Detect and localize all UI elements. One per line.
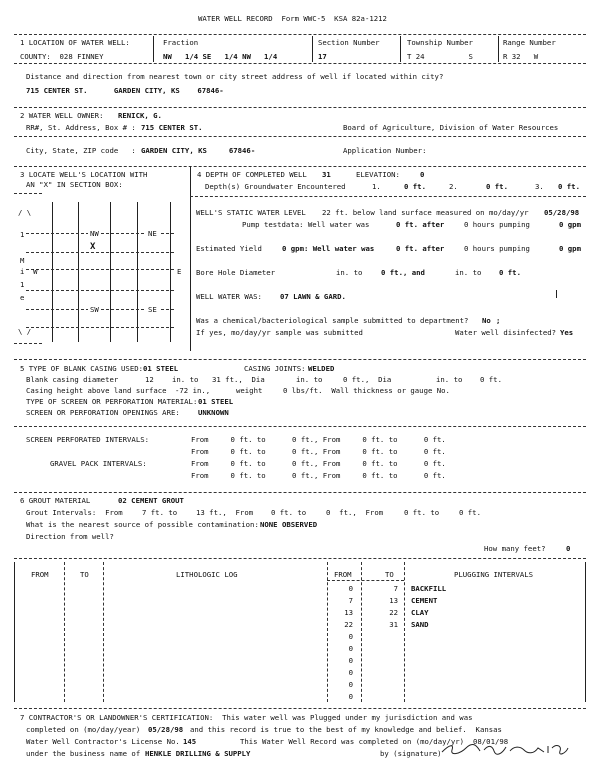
contamination-value: NONE OBSERVED (260, 520, 318, 529)
signature-label: by (signature) (380, 749, 442, 758)
table-line (327, 580, 404, 581)
plug-to-cell: 13 (389, 596, 398, 605)
gw-2-label: 2. (449, 182, 458, 191)
plug-to-header: TO (385, 570, 394, 579)
table-line (14, 562, 15, 702)
divider (14, 193, 42, 194)
grid-line (78, 202, 79, 342)
plug-from-header: FROM (334, 570, 352, 579)
compass-top: / \ (18, 208, 32, 217)
form-title: WATER WELL RECORD Form WWC-5 KSA 82a-1212 (198, 14, 387, 23)
divider (14, 708, 586, 709)
interval-row: From 0 ft. to 0 ft., From 0 ft. to 0 ft. (191, 471, 446, 480)
divider (14, 492, 586, 493)
grout-intervals-label: Grout Intervals: From (26, 508, 123, 517)
locate-well-label-2: AN "X" IN SECTION BOX: (26, 180, 123, 189)
divider (498, 36, 499, 62)
sw-label: SW (90, 305, 99, 314)
how-many-feet-label: How many feet? (484, 544, 546, 553)
casing-height-value: -72 in., (175, 386, 211, 395)
plugging-intervals-header: PLUGGING INTERVALS (454, 570, 534, 579)
gw-1-value: 0 ft. (404, 182, 426, 191)
certification-line-2-label: completed on (mo/day/year) (26, 725, 141, 734)
depth-label: 4 DEPTH OF COMPLETED WELL (197, 170, 307, 179)
plug-from-cell: 0 (348, 644, 353, 653)
table-line (327, 562, 328, 702)
divider (14, 166, 586, 167)
divider (14, 34, 586, 35)
plug-from-cell: 0 (348, 584, 353, 593)
well-location-mark: X (90, 242, 96, 252)
estimated-yield-ft: 0 ft. after (396, 244, 445, 253)
gw-2-value: 0 ft. (486, 182, 508, 191)
log-to-header: TO (80, 570, 89, 579)
sample-date-label: If yes, mo/day/yr sample was submitted (196, 328, 363, 337)
casing-height-label: Casing height above land surface (26, 386, 167, 395)
table-line (404, 562, 405, 702)
address-label: RR#, St. Address, Box # : (26, 123, 136, 132)
casing-type-value: 01 STEEL (143, 364, 179, 373)
city-label: City, State, ZIP code : (26, 146, 136, 155)
estimated-yield-gpm: 0 gpm (559, 244, 581, 253)
casing-weight-label: weight (236, 386, 263, 395)
gw-3-value: 0 ft. (558, 182, 580, 191)
openings-label: SCREEN OR PERFORATION OPENINGS ARE: (26, 408, 180, 417)
nw-label: NW (90, 229, 99, 238)
interval-row: From 0 ft. to 0 ft., From 0 ft. to 0 ft. (191, 459, 446, 468)
disinfected-label: Water well disinfected? (455, 328, 557, 337)
static-level-date: 05/28/98 (544, 208, 580, 217)
address-value: 715 CENTER ST. (141, 123, 203, 132)
completed-date: 05/28/98 (148, 725, 184, 734)
grout-from-3: 0 ft. to (404, 508, 440, 517)
table-line (585, 562, 586, 702)
estimated-yield-hours: 0 hours pumping (464, 244, 530, 253)
how-many-feet-value: 0 (566, 544, 571, 553)
board-text: Board of Agriculture, Division of Water Resources (343, 123, 559, 132)
table-line (103, 562, 104, 702)
divider (400, 36, 401, 62)
plug-from-cell: 0 (348, 632, 353, 641)
grout-material-label: 6 GROUT MATERIAL (20, 496, 91, 505)
plug-from-cell: 0 (348, 680, 353, 689)
casing-type-label: 5 TYPE OF BLANK CASING USED: (20, 364, 144, 373)
direction-label: Direction from well? (26, 532, 114, 541)
bore-in-1: in. to (336, 268, 363, 277)
pump-test-ft: 0 ft. after (396, 220, 445, 229)
disinfected-value: Yes (560, 328, 574, 337)
estimated-yield-value: 0 gpm: Well water was (282, 244, 375, 253)
plug-from-cell: 0 (348, 656, 353, 665)
township-number-value: T 24 S (407, 52, 473, 61)
plug-to-cell: 7 (393, 584, 398, 593)
casing-joints-value: WELDED (308, 364, 335, 373)
gw-1-label: 1. (372, 182, 381, 191)
plug-desc-cell: CLAY (411, 608, 429, 617)
pump-test-hours: 0 hours pumping (464, 220, 530, 229)
grid-line (170, 202, 171, 342)
casing-diameter-value: 12 (145, 375, 154, 384)
perforated-intervals-label: SCREEN PERFORATED INTERVALS: (26, 435, 150, 444)
range-number-label: Range Number (503, 38, 556, 47)
distance-value: 715 CENTER ST. GARDEN CITY, KS 67846- (26, 86, 224, 95)
water-use-label: WELL WATER WAS: (196, 292, 262, 301)
casing-dia2-to: in. to (296, 375, 323, 384)
application-number-label: Application Number: (343, 146, 427, 155)
business-name-value: HENKLE DRILLING & SUPPLY (145, 749, 251, 758)
divider (14, 136, 586, 137)
township-number-label: Township Number (407, 38, 473, 47)
section-number-label: Section Number (318, 38, 380, 47)
chemical-sample-value: No (482, 316, 491, 325)
section-number-value: 17 (318, 52, 327, 61)
interval-row: From 0 ft. to 0 ft., From 0 ft. to 0 ft. (191, 447, 446, 456)
casing-dia2-ft: 0 ft., Dia (343, 375, 392, 384)
grid-line (110, 202, 111, 342)
bore-in-2: in. to (455, 268, 482, 277)
locate-well-label: 3 LOCATE WELL'S LOCATION WITH (20, 170, 148, 179)
elevation-value: 0 (420, 170, 425, 179)
gw-3-label: 3. (535, 182, 544, 191)
static-level-value: 22 ft. below land surface measured on mo/day/yr (322, 208, 529, 217)
side-letter: M (20, 256, 25, 265)
casing-diameter-to: in. to (172, 375, 199, 384)
record-completed-value: 08/01/98 (473, 737, 509, 746)
grid-line (52, 202, 53, 342)
grout-from-2: 0 ft. to (271, 508, 307, 517)
side-letter: 1 (20, 280, 25, 289)
ne-label: NE (148, 229, 157, 238)
plug-to-cell: 22 (389, 608, 398, 617)
plug-from-cell: 0 (348, 692, 353, 701)
certification-line-1: 7 CONTRACTOR'S OR LANDOWNER'S CERTIFICATION: This water well was Plugged under my jurisdiction and was (20, 713, 473, 722)
plug-from-cell: 7 (348, 596, 353, 605)
divider (14, 107, 586, 108)
plug-from-cell: 0 (348, 668, 353, 677)
openings-value: UNKNOWN (198, 408, 229, 417)
certification-line-2-text: and this record is true to the best of my knowledge and belief. Kansas (190, 725, 502, 734)
grid-line (26, 290, 174, 291)
record-completed-label: This Water Well Record was completed on (mo/day/yr) (240, 737, 465, 746)
divider (556, 290, 557, 298)
divider (14, 426, 586, 427)
table-line (64, 562, 65, 702)
grout-to-1: 13 ft., From (196, 508, 254, 517)
range-number-value: R 32 W (503, 52, 539, 61)
plug-desc-cell: SAND (411, 620, 429, 629)
east-label: E (177, 267, 182, 276)
casing-dia3-to: in. to (436, 375, 463, 384)
lithologic-log-header: LITHOLOGIC LOG (176, 570, 238, 579)
depth-value: 31 (322, 170, 331, 179)
casing-dia3-ft: 0 ft. (480, 375, 502, 384)
license-value: 145 (183, 737, 197, 746)
plug-to-cell: 31 (389, 620, 398, 629)
table-line (361, 562, 362, 702)
side-letter: i W (20, 267, 38, 276)
gravel-pack-label: GRAVEL PACK INTERVALS: (50, 459, 147, 468)
bore-ft-1: 0 ft., and (381, 268, 425, 277)
city-value: GARDEN CITY, KS 67846- (141, 146, 256, 155)
divider (14, 558, 586, 559)
grid-line (26, 252, 174, 253)
chemical-sample-label: Was a chemical/bacteriological sample submitted to department? (196, 316, 469, 325)
owner-label: 2 WATER WELL OWNER: (20, 111, 104, 120)
plug-from-cell: 13 (344, 608, 353, 617)
bore-ft-2: 0 ft. (499, 268, 521, 277)
casing-weight-value: 0 lbs/ft. Wall thickness or gauge No. (283, 386, 450, 395)
screen-type-value: 01 STEEL (198, 397, 234, 406)
plug-from-cell: 22 (344, 620, 353, 629)
divider (153, 36, 154, 62)
interval-row: From 0 ft. to 0 ft., From 0 ft. to 0 ft. (191, 435, 446, 444)
plug-desc-cell: CEMENT (411, 596, 438, 605)
grout-to-2: 0 ft., From (326, 508, 384, 517)
bore-hole-label: Bore Hole Diameter (196, 268, 276, 277)
grid-line (26, 327, 174, 328)
divider (190, 166, 191, 351)
side-letter: 1 (20, 230, 25, 239)
casing-joints-label: CASING JOINTS: (244, 364, 306, 373)
county-field: COUNTY: 028 FINNEY (20, 52, 104, 61)
license-label: Water Well Contractor's License No. (26, 737, 180, 746)
divider (312, 36, 313, 62)
water-use-value: 07 LAWN & GARD. (280, 292, 346, 301)
groundwater-label: Depth(s) Groundwater Encountered (205, 182, 346, 191)
pump-test-label: Pump testdata: Well water was (242, 220, 370, 229)
distance-label: Distance and direction from nearest town or city street address of well if located within city? (26, 72, 444, 81)
casing-diameter-ft: 31 ft., Dia (212, 375, 265, 384)
log-from-header: FROM (31, 570, 49, 579)
screen-type-label: TYPE OF SCREEN OR PERFORATION MATERIAL: (26, 397, 198, 406)
static-level-label: WELL'S STATIC WATER LEVEL (196, 208, 306, 217)
grid-line (26, 269, 174, 270)
fraction-label: Fraction (163, 38, 199, 47)
grout-to-3: 0 ft. (459, 508, 481, 517)
divider (14, 343, 42, 344)
pump-test-gpm: 0 gpm (559, 220, 581, 229)
grid-line (137, 202, 138, 342)
chemical-sample-colon: ; (496, 316, 501, 325)
location-label: 1 LOCATION OF WATER WELL: (20, 38, 130, 47)
plug-desc-cell: BACKFILL (411, 584, 447, 593)
contamination-label: What is the nearest source of possible contamination: (26, 520, 259, 529)
divider (14, 359, 586, 360)
estimated-yield-label: Estimated Yield (196, 244, 262, 253)
business-name-label: under the business name of (26, 749, 141, 758)
divider (14, 63, 586, 64)
side-letter: e (20, 293, 25, 302)
signature-image (440, 742, 570, 759)
fraction-value: NW 1/4 SE 1/4 NW 1/4 (163, 52, 278, 61)
elevation-label: ELEVATION: (356, 170, 400, 179)
casing-diameter-label: Blank casing diameter (26, 375, 119, 384)
owner-value: RENICK, G. (118, 111, 162, 120)
grout-material-value: 02 CEMENT GROUT (118, 496, 184, 505)
divider (190, 196, 586, 197)
se-label: SE (148, 305, 157, 314)
signature-scribble (440, 742, 570, 756)
compass-bottom: \ / (18, 327, 32, 336)
grout-from-1: 7 ft. to (142, 508, 178, 517)
